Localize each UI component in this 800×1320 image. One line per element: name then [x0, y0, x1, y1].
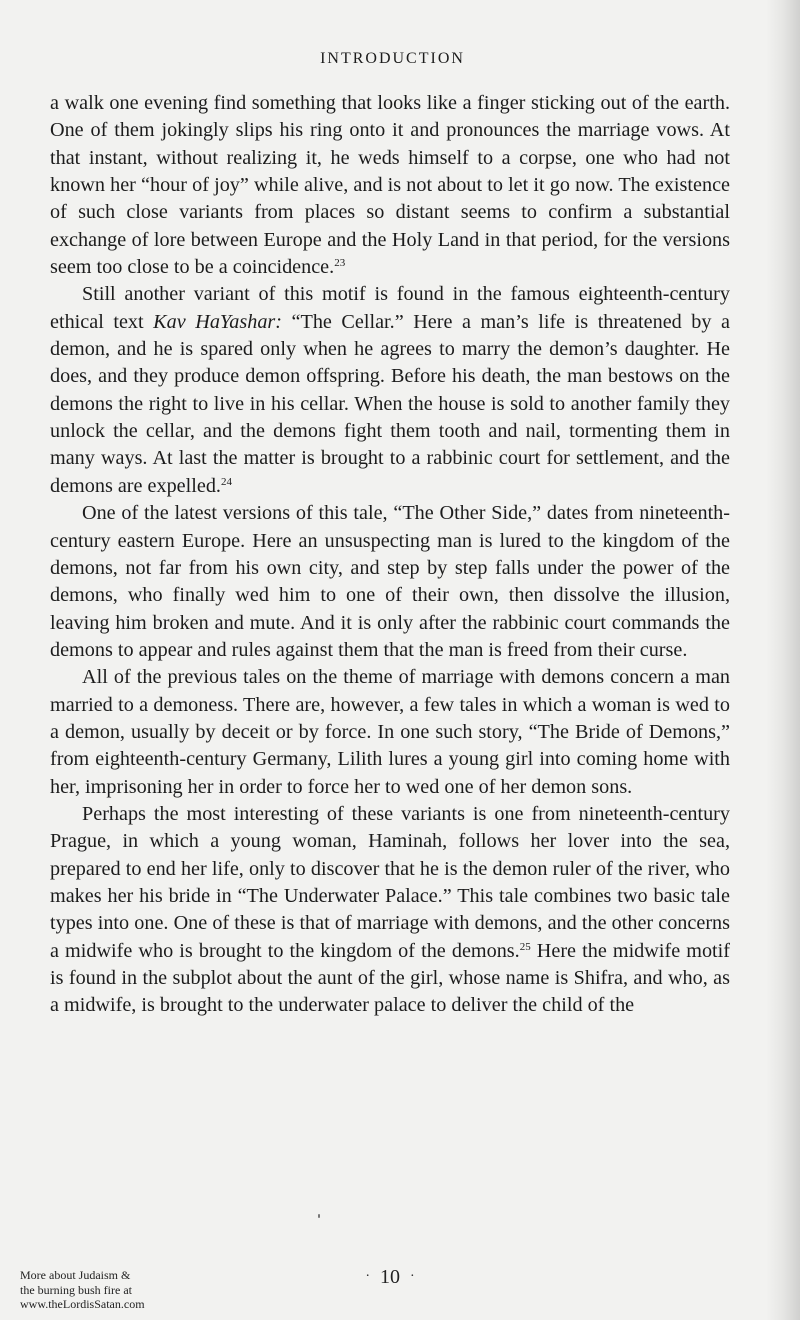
footnote-ref-24: 24: [220, 475, 232, 488]
folio-dot-left: ·: [365, 1269, 370, 1284]
paragraph-text: Perhaps the most interesting of these variants is one from nineteenth-century Prague, in which a young woman, Haminah, follows her lover into the sea, prepared to end her life, only to discover that he is the demon ruler of the river, who makes her his bride in “The Underwater Palace.” This tale combines two basic tale types into one. One of these is that of marriage with demons, and the other concerns a midwife who is brought to the kingdom of the demons.: [50, 802, 730, 962]
paragraph-text: a walk one evening find something that looks like a finger sticking out of the earth. One of them jokingly slips his ring onto it and pronounces the marriage vows. At that instant, without realizing it, he weds himself to a corpse, one who had not known her “hour of joy” while alive, and is not about to let it go now. The existence of such close variants from places so distant seems to confirm a substantial exchange of lore between Europe and the Holy Land in that period, for the versions seem too close to be a coincidence.: [50, 92, 730, 279]
folio-dot-right: ·: [410, 1269, 415, 1284]
footnote-ref-25: 25: [519, 940, 531, 953]
page-number-value: 10: [380, 1266, 400, 1288]
page-spine-shadow: [766, 0, 800, 1320]
book-title: Kav HaYashar:: [153, 310, 282, 333]
footnote-ref-23: 23: [334, 257, 346, 270]
paragraph-text: Still another variant of this motif is found in the famous eighteenth-century ethical text: [50, 283, 730, 333]
paragraph-text: “The Cellar.” Here a man’s life is threatened by a demon, and he is spared only when he agrees to marry the demon’s daughter. He does, and they produce demon offspring. Before his death, the man bestows on the demons the right to live in his cellar. When the house is sold to another family they unlock the cellar, and the demons fight them tooth and nail, tormenting them in many ways. At last the matter is brought to a rabbinic court for settlement, and the demons are expelled.: [50, 310, 730, 497]
paragraph-1: [50, 90, 730, 281]
footer-note-line-2: the burning bush fire at: [20, 1282, 132, 1297]
paragraph-5: [50, 801, 730, 1020]
paragraph-3: One of the latest versions of this tale, “The Other Side,” dates from nineteenth-century eastern Europe. Here an unsuspecting man is lured to the kingdom of the demons, not far from his own city, and step by step falls under the power of the demons, who finally wed him to one of their own, then dissolve the illusion, leaving him broken and mute. And it is only after the rabbinic court commands the demons to appear and rules against them that the man is freed from their curse.: [50, 502, 730, 661]
footer-note: [20, 1268, 145, 1312]
footer-note-url: www.theLordisSatan.com: [20, 1297, 145, 1311]
page-number: [340, 1266, 440, 1289]
footer-note-line-1: More about Judaism &: [20, 1268, 131, 1282]
running-head: INTRODUCTION: [320, 50, 465, 67]
paragraph-text: Here the midwife motif is found in the subplot about the aunt of the girl, whose name is Shifra, and who, as a midwife, is brought to the underwater palace to deliver the child of the: [50, 939, 730, 1017]
paragraph-4: All of the previous tales on the theme of marriage with demons concern a man married to a demoness. There are, however, a few tales in which a woman is wed to a demon, usually by deceit or by force. In one such story, “The Bride of Demons,” from eighteenth-century Germany, Lilith lures a young girl into coming home with her, imprisoning her in order to force her to wed one of her demon sons.: [50, 666, 730, 798]
paragraph-2: [50, 281, 730, 500]
body-text: [50, 90, 730, 1020]
print-speck: [318, 1214, 320, 1218]
